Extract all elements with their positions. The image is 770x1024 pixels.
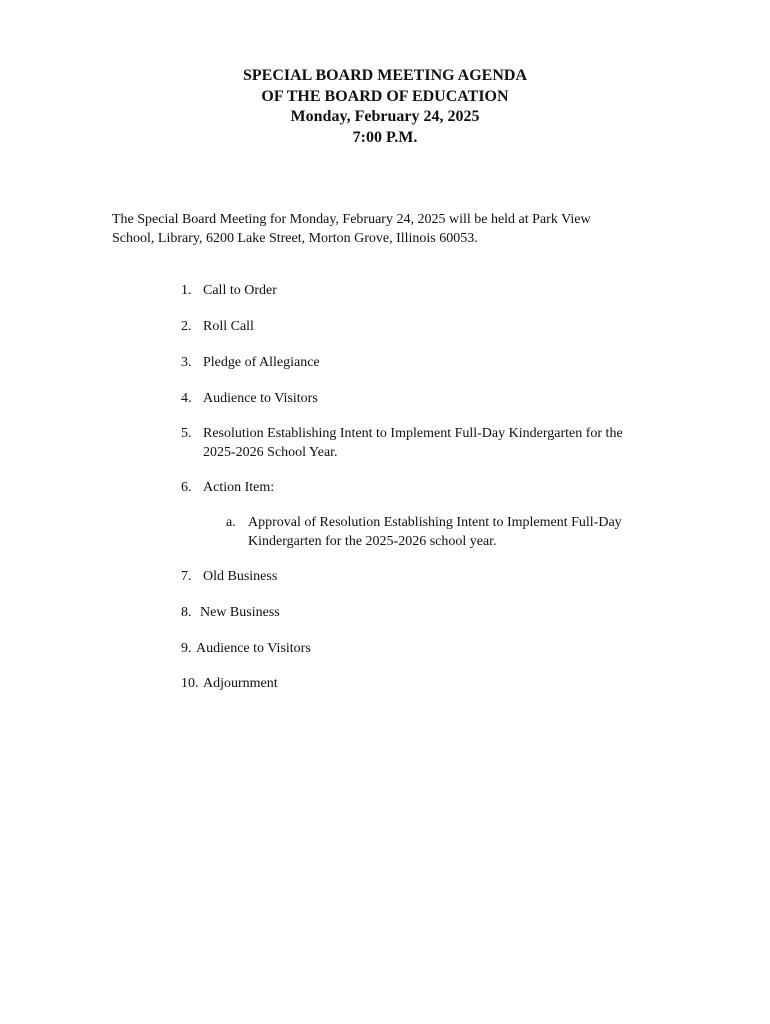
item-number: 2.: [181, 319, 192, 334]
item-number: 5.: [181, 426, 192, 441]
item-number: 7.: [181, 569, 192, 584]
item-number: 6.: [181, 480, 192, 495]
item-text: New Business: [200, 605, 280, 620]
item-text: Pledge of Allegiance: [203, 355, 320, 370]
agenda-header: [0, 66, 770, 148]
item-number: 3.: [181, 355, 192, 370]
agenda-item-new-business: [181, 604, 681, 623]
item-number: 9.: [181, 641, 192, 656]
header-time: 7:00 P.M.: [352, 128, 418, 146]
item-text: Action Item:: [203, 480, 275, 495]
header-date: Monday, February 24, 2025: [290, 108, 480, 125]
item-text: Audience to Visitors: [196, 641, 311, 656]
item-text: Old Business: [203, 569, 278, 584]
item-text: Roll Call: [203, 319, 254, 334]
agenda-item-audience-2: [181, 640, 681, 659]
intro-paragraph: [112, 211, 652, 248]
agenda-item-call-to-order: [181, 282, 681, 301]
item-number: 8.: [181, 605, 192, 620]
item-text: Call to Order: [203, 283, 277, 298]
item-text: Adjournment: [203, 676, 278, 691]
item-text-line-2: Kindergarten for the 2025-2026 school year.: [248, 534, 497, 549]
agenda-item-resolution: [181, 425, 721, 463]
agenda-item-pledge: [181, 354, 681, 373]
agenda-item-action-item: [181, 479, 681, 498]
item-text-line-2: 2025-2026 School Year.: [203, 445, 338, 460]
item-number: 1.: [181, 283, 192, 298]
agenda-item-old-business: [181, 568, 681, 587]
agenda-subitem-approval: [226, 514, 726, 552]
header-subtitle: OF THE BOARD OF EDUCATION: [261, 87, 509, 105]
agenda-item-adjournment: [181, 675, 681, 694]
item-text-line-1: Resolution Establishing Intent to Implement Full-Day Kindergarten for the: [203, 426, 623, 441]
item-number: 4.: [181, 391, 192, 406]
item-number: 10.: [181, 676, 199, 691]
agenda-item-roll-call: [181, 318, 681, 337]
item-text-line-1: Approval of Resolution Establishing Intent to Implement Full-Day: [248, 515, 622, 530]
intro-line-2: School, Library, 6200 Lake Street, Morton Grove, Illinois 60053.: [112, 230, 478, 246]
subitem-letter: a.: [226, 515, 236, 530]
header-title: SPECIAL BOARD MEETING AGENDA: [242, 67, 528, 84]
intro-line-1: The Special Board Meeting for Monday, February 24, 2025 will be held at Park View: [112, 212, 591, 227]
agenda-item-audience: [181, 390, 681, 409]
item-text: Audience to Visitors: [203, 391, 318, 406]
